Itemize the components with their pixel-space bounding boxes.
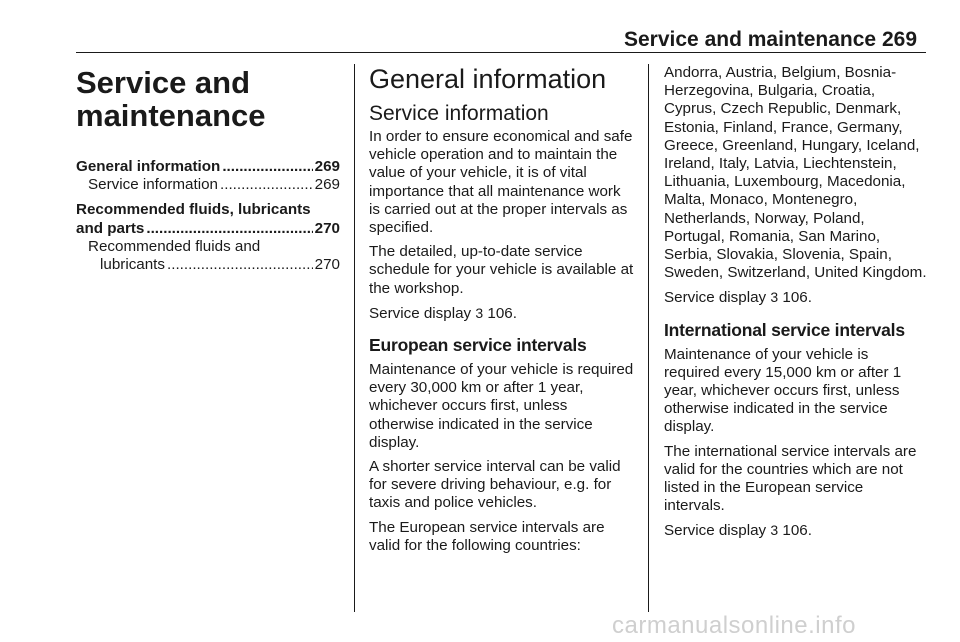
service-info-paragraph-1: In order to ensure economical and safe vehicle operation and to maintain the value of your vehicle, it is of vital importance that all maintenance work is carried out at the proper intervals as specified.: [369, 128, 633, 237]
service-display-reference-international[interactable]: Service display 3 106.: [664, 522, 812, 540]
service-display-reference-european[interactable]: Service display 3 106.: [664, 289, 812, 307]
page-number: 269: [882, 28, 918, 51]
running-header-title: Service and maintenance: [624, 28, 877, 51]
toc-entry-recommended-fluids-parts[interactable]: Recommended fluids, lubricants and parts ..... 270: [76, 201, 340, 237]
reference-arrow-icon: 3: [770, 289, 779, 306]
service-info-paragraph-2: The detailed, up-to-date service schedule for your vehicle is available at the workshop.: [369, 243, 634, 297]
toc-entry-service-information[interactable]: Service information ..... 269: [76, 176, 340, 194]
heading-european-service-intervals: European service intervals: [369, 335, 587, 356]
chapter-toc: [76, 64, 340, 274]
toc-entry-recommended-fluids-lubricants[interactable]: Recommended fluids and lubricants ..... 270: [76, 238, 340, 274]
european-paragraph-3: The European service intervals are valid for the following countries:: [369, 518, 605, 554]
watermark: carmanualsonline.info: [612, 612, 856, 639]
european-paragraph-1: Maintenance of your vehicle is required every 30,000 km or after 1 year, whichever occurs first, unless otherwise indicated in the service display.: [369, 361, 634, 451]
header-rule: [76, 52, 926, 53]
international-paragraph-1: Maintenance of your vehicle is required every 15,000 km or after 1 year, whichever occurs first, unless otherwise indicated in the service display.: [664, 345, 902, 436]
subsection-title-service-information: Service information: [369, 102, 549, 125]
heading-international-service-intervals: International service intervals: [664, 319, 905, 340]
european-countries-list: Andorra, Austria, Belgium, Bosnia-Herzegovina, Bulgaria, Croatia, Cyprus, Czech Republic, Denmark, Estonia, Finland, France, Germany, Greece, Greenland, Hungary, Iceland, Ireland, Italy, Latvia, Liechtenstein, Lithuania, Luxembourg, Macedonia, Malta, Monaco, Montenegro, Netherlands, Norway, Poland, Portugal, Romania, San Marino, Serbia, Slovakia, Slovenia, Spain, Sweden, Switzerland, United Kingdom.: [664, 64, 927, 282]
reference-arrow-icon: 3: [770, 522, 779, 539]
content-column-2: [369, 64, 635, 561]
european-paragraph-2: A shorter service interval can be valid for severe driving behaviour, e.g. for taxis and police vehicles.: [369, 458, 621, 512]
section-title-general-information: General information: [369, 64, 607, 94]
international-paragraph-2: The international service intervals are valid for the countries which are not listed in the European service intervals.: [664, 442, 917, 515]
toc-entry-general-information[interactable]: General information ..... 269: [76, 158, 340, 176]
content-column-3: [664, 64, 928, 547]
chapter-title: Service and maintenance: [76, 65, 266, 133]
column-divider-1: [354, 64, 355, 612]
service-display-reference[interactable]: Service display 3 106.: [369, 304, 517, 322]
column-divider-2: [648, 64, 649, 612]
reference-arrow-icon: 3: [475, 304, 484, 321]
